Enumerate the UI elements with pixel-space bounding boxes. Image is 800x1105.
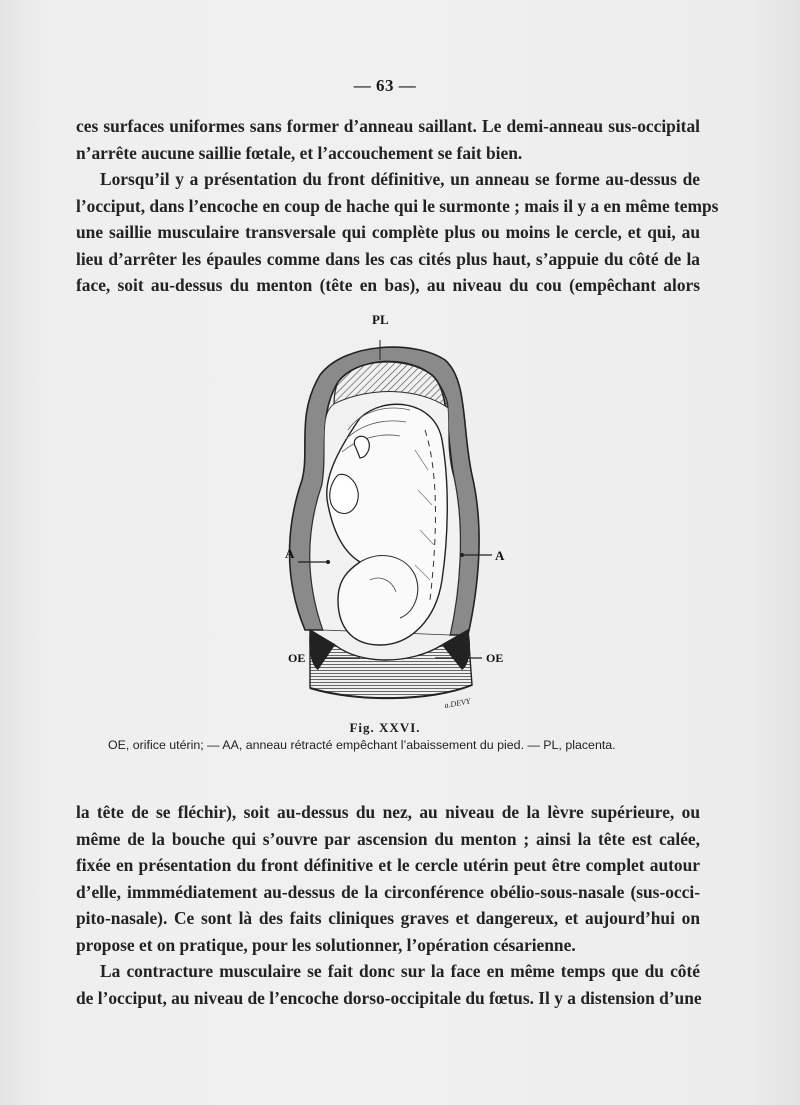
fetus bbox=[327, 404, 448, 645]
uterus-illustration bbox=[210, 300, 530, 720]
engraver-signature: a.DEVY bbox=[443, 696, 471, 710]
text-line: une saillie musculaire transversale qui complète plus ou moins le cercle, et qui, au bbox=[76, 222, 700, 242]
label-oe-left: OE bbox=[288, 651, 306, 665]
text-line: l’occiput, dans l’encoche en coup de hache qui le surmonte ; mais il y a en même temps bbox=[76, 195, 719, 216]
label-oe-right: OE bbox=[486, 651, 504, 665]
label-a-left: A bbox=[285, 546, 295, 561]
text-line: ces surfaces uniformes sans former d’anneau saillant. Le demi-anneau sus-occipital bbox=[76, 116, 700, 136]
text-line: la tête de se fléchir), soit au-dessus du nez, au niveau de la lèvre supérieure, ou bbox=[76, 802, 700, 822]
text-line: lieu d’arrêter les épaules comme dans les cas cités plus haut, s’appuie du côté de la bbox=[76, 248, 700, 269]
text-line: pito-nasale). Ce sont là des faits cliniques graves et dangereux, et aujourd’hui on bbox=[76, 908, 700, 928]
figure-title: Fig. XXVI. bbox=[349, 720, 421, 735]
text-line: face, soit au-dessus du menton (tête en bas), au niveau du cou (empêchant alors bbox=[76, 275, 700, 295]
text-line: Lorsqu’il y a présentation du front définitive, un anneau se forme au-dessus de bbox=[100, 169, 700, 189]
figure-caption: OE, orifice utérin; — AA, anneau rétracté empêchant l’abaissement du pied. — PL, placenta. bbox=[108, 738, 616, 752]
text-line: propose et on pratique, pour les solutionner, l’opération césarienne. bbox=[76, 934, 576, 955]
text-line: même de la bouche qui s’ouvre par ascension du menton ; ainsi la tête est calée, bbox=[76, 828, 700, 849]
text-block-top bbox=[76, 113, 719, 299]
text-line: fixée en présentation du front définitive et le cercle utérin peut être complet autour bbox=[76, 855, 700, 875]
text-line: de l’occiput, au niveau de l’encoche dorso-occipitale du fœtus. Il y a distension d’une bbox=[76, 987, 702, 1008]
text-block-bottom bbox=[76, 799, 700, 1011]
label-pl: PL bbox=[372, 312, 389, 327]
text-line: d’elle, immmédiatement au-dessus de la circonférence obélio-sous-nasale (sus-occi- bbox=[76, 881, 700, 902]
page-number: — 63 — bbox=[353, 76, 417, 95]
text-line: La contracture musculaire se fait donc sur la face en même temps que du côté bbox=[100, 961, 700, 981]
text-line: n’arrête aucune saillie fœtale, et l’accouchement se fait bien. bbox=[76, 142, 523, 163]
label-a-right: A bbox=[495, 548, 505, 563]
